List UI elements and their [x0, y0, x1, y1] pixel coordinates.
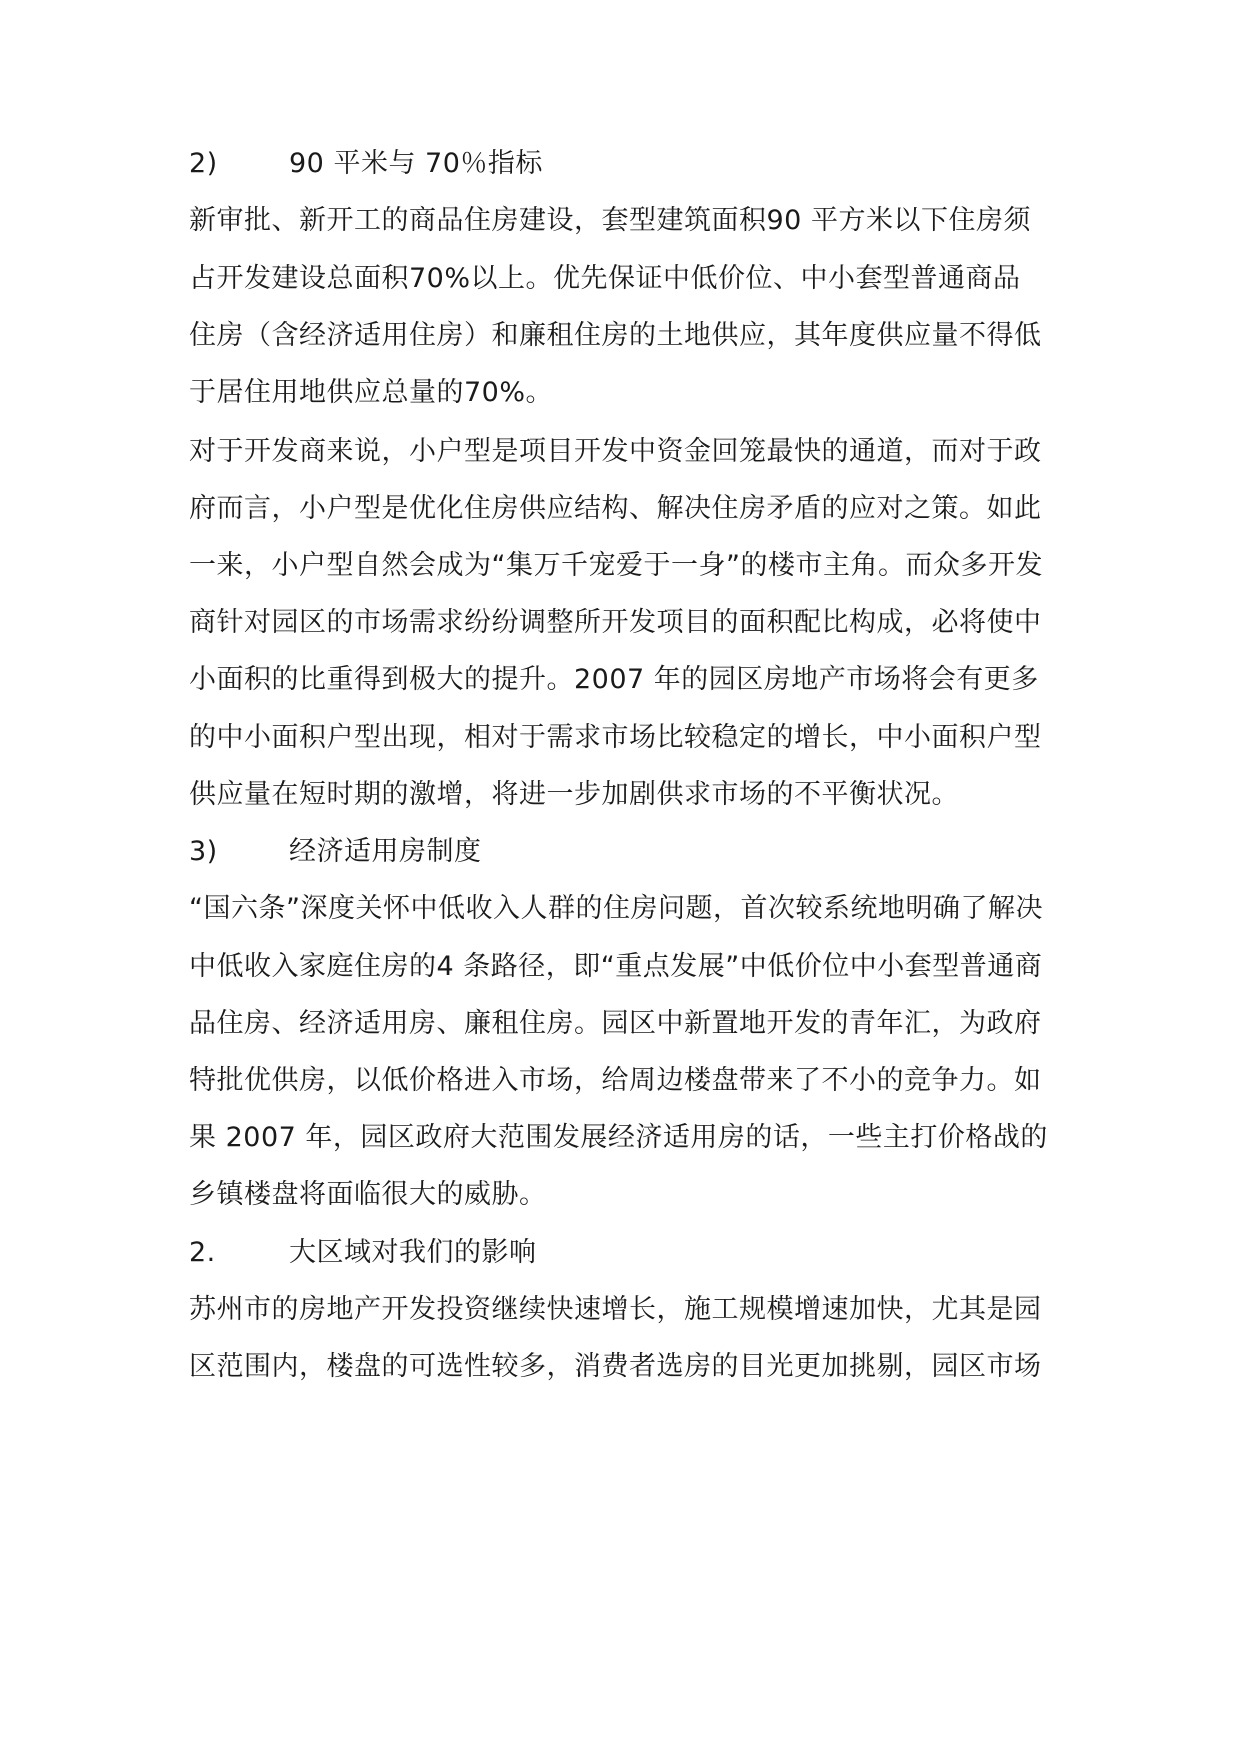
- paragraph-line: 区范围内，楼盘的可选性较多，消费者选房的目光更加挑剔，园区市场: [189, 1351, 1042, 1382]
- paragraph-line: 对于开发商来说，小户型是项目开发中资金回笼最快的通道，而对于政: [189, 436, 1042, 467]
- paragraph-line: 新审批、新开工的商品住房建设，套型建筑面积90 平方米以下住房须: [189, 205, 1031, 236]
- section-heading: [189, 834, 1089, 870]
- paragraph-line: 住房（含经济适用住房）和廉租住房的土地供应，其年度供应量不得低: [189, 320, 1042, 351]
- section-heading: [189, 1235, 1089, 1271]
- paragraph-line: “国六条”深度关怀中低收入人群的住房问题，首次较系统地明确了解决: [189, 893, 1043, 924]
- paragraph-line: 乡镇楼盘将面临很大的威胁。: [189, 1179, 547, 1210]
- paragraph-line: 的中小面积户型出现，相对于需求市场比较稳定的增长，中小面积户型: [189, 722, 1042, 753]
- heading-number: 2.: [189, 1237, 216, 1268]
- heading-number: 3): [189, 836, 218, 867]
- heading-title: 90 平米与 70％指标: [289, 148, 543, 179]
- paragraph-line: 一来，小户型自然会成为“集万千宠爱于一身”的楼市主角。而众多开发: [189, 550, 1043, 581]
- paragraph-line: 占开发建设总面积70%以上。优先保证中低价位、中小套型普通商品: [189, 263, 1021, 294]
- paragraph-line: 特批优供房，以低价格进入市场，给周边楼盘带来了不小的竞争力。如: [189, 1065, 1042, 1096]
- paragraph-line: 中低收入家庭住房的4 条路径，即“重点发展”中低价位中小套型普通商: [189, 951, 1043, 982]
- paragraph-line: 商针对园区的市场需求纷纷调整所开发项目的面积配比构成，必将使中: [189, 607, 1042, 638]
- paragraph-line: 品住房、经济适用房、廉租住房。园区中新置地开发的青年汇，为政府: [189, 1008, 1042, 1039]
- paragraph-line: 果 2007 年，园区政府大范围发展经济适用房的话，一些主打价格战的: [189, 1122, 1048, 1153]
- paragraph-line: 于居住用地供应总量的70%。: [189, 377, 554, 408]
- section-heading: [189, 146, 1089, 182]
- paragraph-line: 供应量在短时期的激增，将进一步加剧供求市场的不平衡状况。: [189, 779, 959, 810]
- paragraph-line: 府而言，小户型是优化住房供应结构、解决住房矛盾的应对之策。如此: [189, 493, 1042, 524]
- paragraph-line: 苏州市的房地产开发投资继续快速增长，施工规模增速加快，尤其是园: [189, 1294, 1042, 1325]
- heading-title: 经济适用房制度: [289, 836, 482, 867]
- heading-title: 大区域对我们的影响: [289, 1237, 537, 1268]
- paragraph-line: 小面积的比重得到极大的提升。2007 年的园区房地产市场将会有更多: [189, 664, 1039, 695]
- heading-number: 2): [189, 148, 218, 179]
